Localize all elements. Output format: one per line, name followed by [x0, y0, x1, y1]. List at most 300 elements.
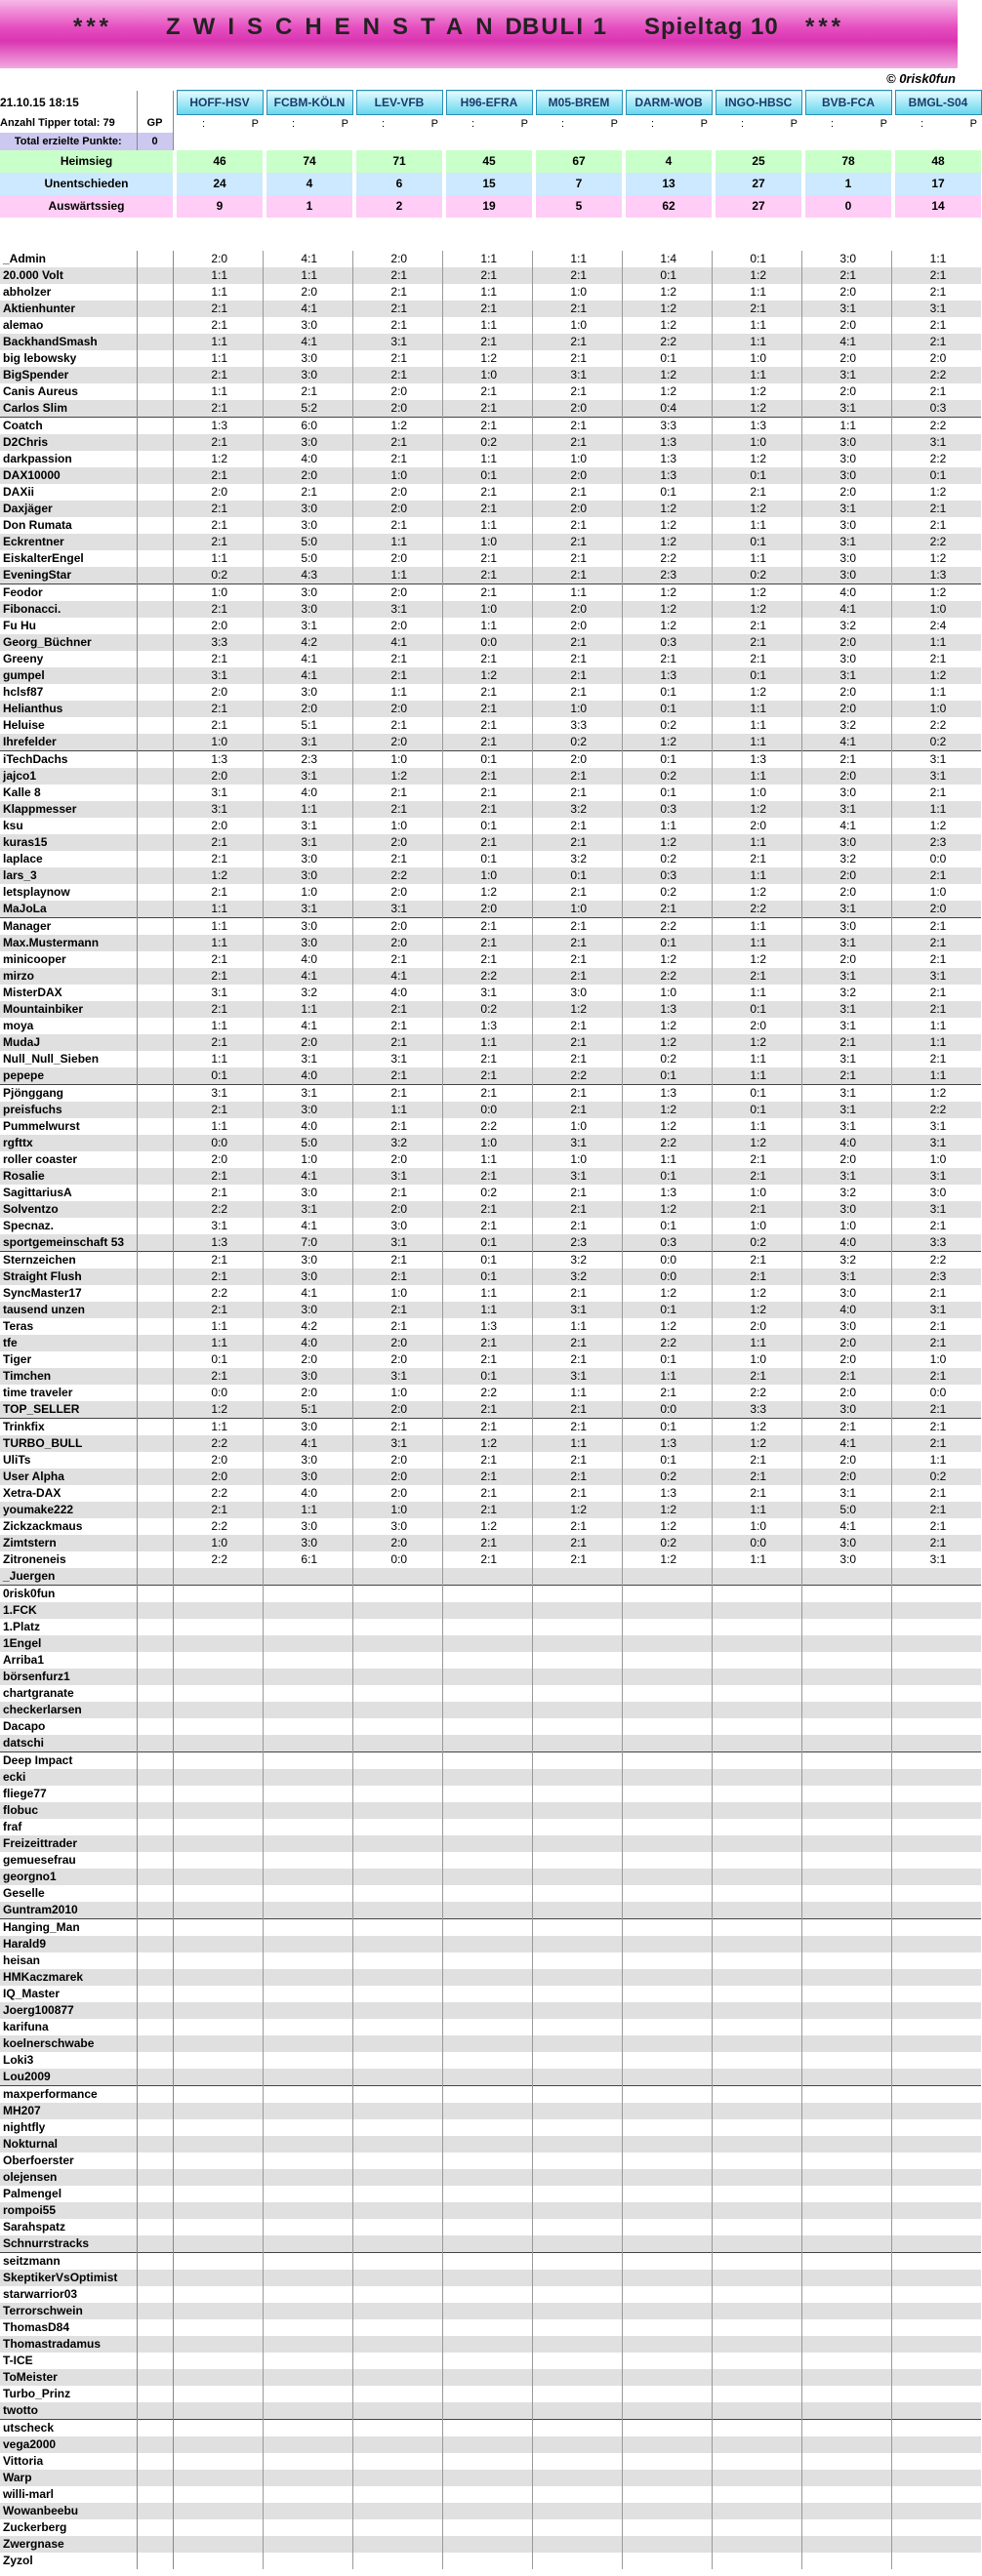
tip-cell	[356, 2169, 442, 2186]
tipper-row	[0, 501, 981, 517]
tip-cell	[266, 2136, 352, 2153]
tipper-name: Dacapo	[0, 1718, 137, 1735]
tipper-name: rompoi55	[0, 2202, 137, 2219]
tip-cell	[177, 2336, 263, 2353]
tip-cell	[805, 1802, 891, 1819]
tip-cell: 2:1	[895, 1285, 981, 1302]
tip-cell: 2:1	[895, 1318, 981, 1335]
stat-value: 27	[716, 195, 801, 218]
tipper-name: ecki	[0, 1769, 137, 1786]
tip-cell: 2:2	[716, 1385, 801, 1401]
tip-cell	[266, 2186, 352, 2202]
tip-cell	[356, 1702, 442, 1718]
tip-cell: 0:0	[716, 1535, 801, 1551]
tip-cell: 0:1	[446, 751, 532, 769]
match-header: M05-BREM	[536, 91, 622, 115]
tipper-name: Eckrentner	[0, 534, 137, 550]
tip-cell: 5:0	[266, 534, 352, 550]
gp-cell	[137, 418, 173, 435]
tip-cell	[895, 2052, 981, 2069]
tip-cell	[177, 2235, 263, 2253]
tip-cell: 2:0	[356, 1151, 442, 1168]
tipper-name: Tiger	[0, 1351, 137, 1368]
tip-cell: 2:1	[356, 1419, 442, 1436]
tip-cell	[895, 2186, 981, 2202]
gp-cell	[137, 717, 173, 734]
tip-cell	[626, 1702, 712, 1718]
tip-cell	[177, 1769, 263, 1786]
tip-cell	[266, 2002, 352, 2019]
gp-cell	[137, 584, 173, 602]
tip-cell	[895, 2553, 981, 2569]
tipper-name: gumpel	[0, 667, 137, 684]
tip-cell: 1:2	[626, 1118, 712, 1135]
tip-cell	[356, 2420, 442, 2437]
tip-cell	[356, 2453, 442, 2470]
tipper-name: Schnurrstracks	[0, 2235, 137, 2253]
tip-cell: 1:1	[446, 1151, 532, 1168]
tipper-row	[0, 2253, 981, 2271]
tip-cell: 2:1	[177, 301, 263, 317]
tip-cell: 4:0	[805, 584, 891, 602]
tip-cell	[266, 2470, 352, 2486]
tipper-row	[0, 2202, 981, 2219]
tip-cell	[446, 1869, 532, 1885]
stat-value: 6	[356, 173, 442, 195]
tip-cell: 3:1	[805, 1268, 891, 1285]
tip-cell: 1:0	[356, 751, 442, 769]
tipper-name: Zuckerberg	[0, 2519, 137, 2536]
tip-cell	[895, 2319, 981, 2336]
tipper-row	[0, 1902, 981, 1919]
tip-cell	[536, 1986, 622, 2002]
tip-cell: 2:1	[536, 1351, 622, 1368]
tip-cell: 2:1	[536, 1401, 622, 1419]
tip-cell: 2:0	[805, 350, 891, 367]
tip-cell: 2:1	[536, 1018, 622, 1034]
tip-cell	[177, 2436, 263, 2453]
tip-cell: 4:3	[266, 567, 352, 584]
tip-cell: 2:1	[716, 1469, 801, 1485]
tip-cell	[536, 2369, 622, 2386]
tip-cell: 2:1	[177, 701, 263, 717]
tip-cell: 1:2	[626, 584, 712, 602]
tip-cell: 0:2	[446, 1001, 532, 1018]
tip-cell: 2:1	[536, 534, 622, 550]
tip-cell: 2:1	[446, 400, 532, 418]
tip-cell	[805, 2453, 891, 2470]
tip-cell	[356, 1635, 442, 1652]
tip-cell	[266, 2336, 352, 2353]
tip-cell: 2:0	[805, 1335, 891, 1351]
tip-cell: 1:2	[716, 267, 801, 284]
tip-cell	[626, 2086, 712, 2104]
tip-cell	[805, 2052, 891, 2069]
tip-cell	[716, 2420, 801, 2437]
tipper-row	[0, 1952, 981, 1969]
tip-cell: 1:2	[626, 1518, 712, 1535]
tip-cell: 2:0	[356, 701, 442, 717]
gp-cell	[137, 1135, 173, 1151]
tipper-name: fliege77	[0, 1786, 137, 1802]
tip-cell: 2:0	[177, 484, 263, 501]
tip-cell: 3:1	[805, 1051, 891, 1067]
stat-value: 1	[266, 195, 352, 218]
tip-cell	[805, 1702, 891, 1718]
tip-cell: 1:0	[895, 1351, 981, 1368]
tip-cell: 1:1	[716, 1335, 801, 1351]
tip-cell: 2:1	[895, 1435, 981, 1452]
tip-cell: 3:1	[356, 601, 442, 618]
tip-cell	[716, 2270, 801, 2286]
tipper-row	[0, 1385, 981, 1401]
gp-cell	[137, 2486, 173, 2503]
tip-cell	[895, 1819, 981, 1835]
tip-cell	[716, 2035, 801, 2052]
tip-cell: 3:3	[895, 1234, 981, 1252]
tip-cell: 1:1	[177, 918, 263, 936]
tip-cell: 1:1	[177, 1051, 263, 1067]
tip-cell: 2:0	[356, 618, 442, 634]
tip-cell: 2:1	[177, 651, 263, 667]
tip-cell	[895, 1769, 981, 1786]
tipper-row	[0, 2453, 981, 2470]
match-header: FCBM-KÖLN	[266, 91, 352, 115]
tip-cell: 1:3	[626, 1001, 712, 1018]
tip-cell: 2:0	[177, 1452, 263, 1469]
gp-cell	[137, 517, 173, 534]
tipper-name: DAX10000	[0, 467, 137, 484]
tip-cell: 1:1	[895, 801, 981, 818]
tip-cell: 2:1	[177, 534, 263, 550]
tipper-name: börsenfurz1	[0, 1669, 137, 1685]
tip-cell: 0:0	[626, 1401, 712, 1419]
tip-cell: 3:1	[895, 1118, 981, 1135]
tip-cell	[177, 2519, 263, 2536]
tip-cell: 3:1	[805, 1001, 891, 1018]
tipper-name: tfe	[0, 1335, 137, 1351]
tipper-row	[0, 768, 981, 785]
tip-cell: 1:2	[895, 818, 981, 834]
tip-cell	[536, 2069, 622, 2086]
gp-cell	[137, 1368, 173, 1385]
gp-cell	[137, 1602, 173, 1619]
tip-cell: 4:2	[266, 634, 352, 651]
tipper-name: moya	[0, 1018, 137, 1034]
tip-cell: 0:1	[177, 1067, 263, 1085]
colon-label: :	[740, 117, 745, 130]
tip-cell: 0:4	[626, 400, 712, 418]
tip-cell: 3:1	[266, 618, 352, 634]
tip-cell: 1:2	[716, 1135, 801, 1151]
tip-cell: 2:1	[446, 584, 532, 602]
tip-cell: 2:1	[446, 785, 532, 801]
tip-cell	[805, 2235, 891, 2253]
tip-cell: 1:1	[177, 1419, 263, 1436]
tip-cell: 1:2	[895, 550, 981, 567]
tip-cell	[626, 2369, 712, 2386]
tip-cell	[266, 2202, 352, 2219]
tip-cell: 1:1	[266, 267, 352, 284]
tipper-name: Zyzol	[0, 2553, 137, 2569]
tip-cell: 2:1	[356, 667, 442, 684]
tip-cell	[536, 1869, 622, 1885]
tip-cell: 2:0	[716, 818, 801, 834]
tip-cell: 0:1	[626, 484, 712, 501]
gp-cell	[137, 1752, 173, 1770]
tip-cell	[536, 2202, 622, 2219]
tip-cell	[895, 2286, 981, 2303]
tip-cell	[356, 2486, 442, 2503]
p-label: P	[610, 117, 618, 130]
tip-cell: 3:0	[805, 785, 891, 801]
tip-cell	[895, 2019, 981, 2035]
tipper-row	[0, 2186, 981, 2202]
tip-cell	[716, 2002, 801, 2019]
tip-cell: 1:0	[446, 601, 532, 618]
tipper-row	[0, 2035, 981, 2052]
tip-cell: 2:1	[805, 267, 891, 284]
tip-cell	[177, 1802, 263, 1819]
tipper-name: D2Chris	[0, 434, 137, 451]
tip-cell: 2:2	[626, 1335, 712, 1351]
gp-cell	[137, 2186, 173, 2202]
tip-cell: 2:1	[356, 367, 442, 383]
tipper-name: Zickzackmaus	[0, 1518, 137, 1535]
tip-cell	[805, 2303, 891, 2319]
tip-cell	[356, 2336, 442, 2353]
tip-cell: 1:1	[266, 1001, 352, 1018]
tip-cell: 2:1	[177, 467, 263, 484]
tipper-name: User Alpha	[0, 1469, 137, 1485]
tip-cell: 2:1	[536, 334, 622, 350]
stat-value: 0	[805, 195, 891, 218]
tip-cell: 1:2	[716, 684, 801, 701]
tip-cell: 1:0	[177, 1535, 263, 1551]
tip-cell: 3:2	[805, 851, 891, 867]
tip-cell: 1:1	[446, 451, 532, 467]
tip-cell	[446, 2086, 532, 2104]
tipper-row	[0, 1802, 981, 1819]
tip-cell	[895, 1586, 981, 1603]
tip-cell: 4:1	[805, 601, 891, 618]
tip-cell	[895, 1936, 981, 1952]
tip-cell: 3:1	[805, 400, 891, 418]
tip-cell	[716, 2536, 801, 2553]
tip-cell: 0:2	[446, 434, 532, 451]
tip-cell	[356, 1685, 442, 1702]
colon-label: :	[830, 117, 835, 130]
tipper-name: Sternzeichen	[0, 1252, 137, 1269]
tip-cell: 0:1	[536, 867, 622, 884]
tip-cell: 1:1	[716, 1051, 801, 1067]
tip-cell: 2:2	[446, 1118, 532, 1135]
tip-cell: 2:1	[356, 350, 442, 367]
tip-cell: 1:2	[626, 1201, 712, 1218]
tip-cell	[177, 2119, 263, 2136]
score-header	[446, 115, 532, 134]
tip-cell: 2:1	[536, 884, 622, 901]
gp-cell	[137, 651, 173, 667]
tip-cell	[895, 1786, 981, 1802]
match-header: H96-EFRA	[446, 91, 532, 115]
tip-cell: 1:2	[716, 1419, 801, 1436]
tip-cell	[356, 2402, 442, 2420]
gp-cell	[137, 1218, 173, 1234]
tip-cell	[356, 1602, 442, 1619]
gp-cell	[137, 2069, 173, 2086]
gp-cell	[137, 451, 173, 467]
tip-cell: 3:2	[805, 717, 891, 734]
tipper-name: Null_Null_Sieben	[0, 1051, 137, 1067]
score-header	[805, 115, 891, 134]
tip-cell: 3:0	[805, 517, 891, 534]
tipper-name: TURBO_BULL	[0, 1435, 137, 1452]
tip-cell	[536, 2519, 622, 2536]
tip-cell: 4:1	[805, 1518, 891, 1535]
tip-cell	[716, 1752, 801, 1770]
tipper-name: Georg_Büchner	[0, 634, 137, 651]
tip-cell: 3:1	[805, 1118, 891, 1135]
tip-cell	[536, 2402, 622, 2420]
tip-cell: 2:2	[536, 1067, 622, 1085]
tipper-row	[0, 751, 981, 769]
tipper-row	[0, 1018, 981, 1034]
tip-cell: 2:1	[536, 667, 622, 684]
tip-cell: 3:0	[266, 367, 352, 383]
tip-cell	[446, 2286, 532, 2303]
score-header	[356, 115, 442, 134]
tip-cell	[716, 2202, 801, 2219]
tip-cell	[536, 2235, 622, 2253]
tip-cell: 0:1	[626, 935, 712, 951]
tip-cell: 3:2	[805, 1252, 891, 1269]
gp-cell	[137, 1718, 173, 1735]
empty	[626, 133, 712, 150]
tip-cell: 2:1	[177, 1502, 263, 1518]
tip-cell: 1:1	[716, 1067, 801, 1085]
tip-cell: 0:1	[626, 1067, 712, 1085]
tip-cell: 0:2	[626, 851, 712, 867]
tip-cell	[626, 1568, 712, 1586]
tip-cell: 2:1	[536, 651, 622, 667]
tipper-row	[0, 785, 981, 801]
tip-cell	[536, 2035, 622, 2052]
tipper-row	[0, 634, 981, 651]
tip-cell	[356, 1568, 442, 1586]
tip-cell: 3:2	[536, 1268, 622, 1285]
tip-cell	[805, 1835, 891, 1852]
tip-cell: 1:3	[895, 567, 981, 584]
tip-cell: 2:1	[356, 785, 442, 801]
tip-cell	[716, 1835, 801, 1852]
tip-cell	[446, 2019, 532, 2035]
p-label: P	[251, 117, 259, 130]
tip-cell: 0:1	[716, 251, 801, 267]
tip-cell: 0:3	[626, 867, 712, 884]
tipper-row	[0, 667, 981, 684]
tip-cell: 1:0	[536, 284, 622, 301]
tipper-row	[0, 1268, 981, 1285]
tip-cell: 3:1	[805, 301, 891, 317]
tip-cell: 1:2	[626, 1551, 712, 1568]
tip-cell	[626, 2536, 712, 2553]
gp-cell	[137, 1469, 173, 1485]
tipper-name: Don Rumata	[0, 517, 137, 534]
tip-cell	[356, 1936, 442, 1952]
tip-cell	[626, 1902, 712, 1919]
tip-cell: 2:1	[446, 418, 532, 435]
tip-cell: 2:0	[805, 1452, 891, 1469]
tip-cell: 2:0	[356, 484, 442, 501]
tip-cell: 3:0	[805, 434, 891, 451]
tip-cell	[266, 1835, 352, 1852]
tip-cell	[446, 2336, 532, 2353]
tip-cell	[716, 1619, 801, 1635]
tip-cell: 2:1	[446, 1551, 532, 1568]
tip-cell: 1:1	[716, 1118, 801, 1135]
gp-cell	[137, 1685, 173, 1702]
tip-cell	[536, 2553, 622, 2569]
stat-value: 17	[895, 173, 981, 195]
tipper-row	[0, 951, 981, 968]
gp-cell	[137, 2353, 173, 2369]
tip-cell: 1:1	[536, 584, 622, 602]
tip-cell	[626, 2219, 712, 2235]
tip-cell	[356, 2052, 442, 2069]
tip-cell: 4:1	[356, 634, 442, 651]
tip-cell: 3:1	[356, 334, 442, 350]
tipper-row	[0, 317, 981, 334]
match-header-row	[0, 91, 981, 115]
tip-cell: 1:2	[626, 1318, 712, 1335]
tipper-row	[0, 1885, 981, 1902]
tip-cell: 1:0	[356, 1285, 442, 1302]
tip-cell	[446, 1802, 532, 1819]
tip-cell	[716, 2253, 801, 2271]
tip-cell	[805, 2202, 891, 2219]
tip-cell: 2:1	[536, 1185, 622, 1201]
tip-cell: 3:1	[895, 751, 981, 769]
tip-cell: 2:1	[356, 1318, 442, 1335]
tipper-name: MudaJ	[0, 1034, 137, 1051]
tip-cell	[446, 2136, 532, 2153]
tipper-name: Trinkfix	[0, 1419, 137, 1436]
tip-cell: 3:0	[266, 601, 352, 618]
tip-cell	[177, 1685, 263, 1702]
tip-cell: 1:2	[716, 1034, 801, 1051]
tip-cell	[895, 1568, 981, 1586]
tipper-name: hclsf87	[0, 684, 137, 701]
gp-cell	[137, 467, 173, 484]
tip-cell: 4:1	[805, 818, 891, 834]
tip-cell	[446, 1718, 532, 1735]
tip-cell	[536, 1786, 622, 1802]
stat-value: 24	[177, 173, 263, 195]
tip-cell: 3:1	[805, 1018, 891, 1034]
tip-cell: 1:1	[716, 867, 801, 884]
tip-cell: 2:0	[536, 618, 622, 634]
tip-cell: 2:1	[536, 434, 622, 451]
tip-cell	[805, 1936, 891, 1952]
tip-cell: 1:0	[536, 901, 622, 918]
tip-cell: 2:1	[536, 1051, 622, 1067]
tip-cell: 1:2	[626, 284, 712, 301]
tip-cell	[716, 2402, 801, 2420]
tip-cell	[626, 2453, 712, 2470]
stat-value: 48	[895, 150, 981, 173]
tip-cell: 2:0	[895, 350, 981, 367]
